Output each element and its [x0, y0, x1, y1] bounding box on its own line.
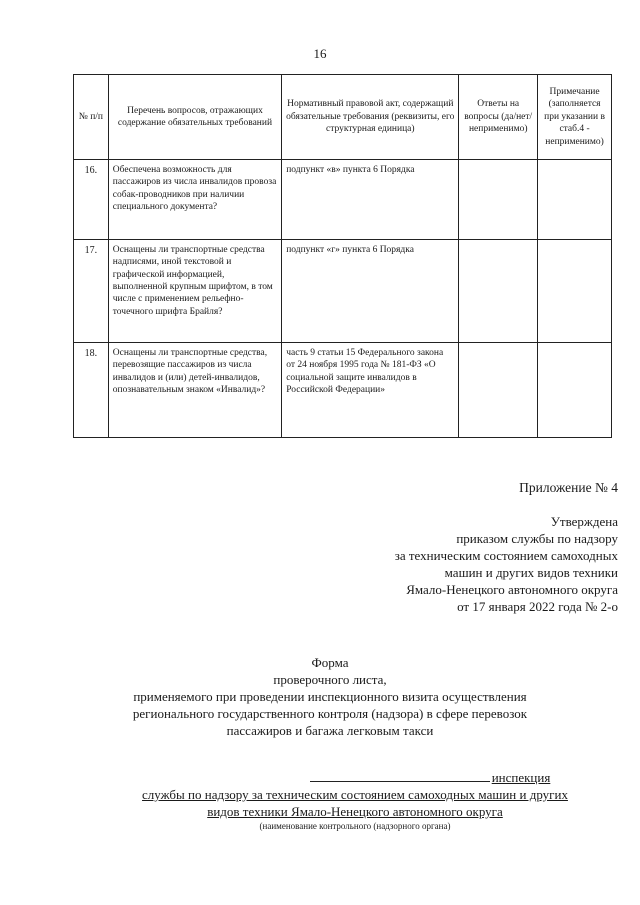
row-question: Оснащены ли транспортные средства, перевозящие пассажиров из числа инвалидов и (или) детей-инвалидов, опознавательным знаком «Инвалид»? — [108, 343, 281, 438]
organization-name-line: службы по надзору за техническим состоянием самоходных машин и других — [142, 787, 568, 802]
row-answer[interactable] — [459, 343, 538, 438]
row-number: 18. — [74, 343, 109, 438]
table-row — [74, 160, 612, 240]
row-number: 17. — [74, 240, 109, 343]
page-number: 16 — [313, 46, 327, 61]
approval-line: за техническим состоянием самоходных — [394, 548, 618, 563]
organization-inspection-word: инспекция — [491, 770, 551, 785]
header-answers: Ответы на вопросы (да/нет/ неприменимо) — [459, 75, 538, 160]
organization-caption: (наименование контрольного (надзорного органа) — [259, 821, 451, 831]
row-question: Обеспечена возможность для пассажиров из числа инвалидов провоза собак-проводников при наличии специального документа? — [108, 160, 281, 240]
approval-block — [395, 513, 618, 615]
header-number: № п/п — [74, 75, 109, 160]
row-answer[interactable] — [459, 160, 538, 240]
row-legal-act: часть 9 статьи 15 Федерального закона от 24 ноября 1995 года № 181-ФЗ «О социальной защите инвалидов в Российской Федерации» — [282, 343, 459, 438]
form-subtitle-line: регионального государственного контроля (надзора) в сфере перевозок — [132, 706, 528, 721]
approval-line: Утверждена — [550, 514, 618, 529]
checklist-table — [73, 74, 612, 438]
row-answer[interactable] — [459, 240, 538, 343]
organization-block — [0, 768, 640, 832]
organization-line — [0, 768, 640, 786]
form-subtitle-line: пассажиров и багажа легковым такси — [226, 723, 434, 738]
row-number: 16. — [74, 160, 109, 240]
form-subtitle-line: проверочного листа, — [273, 672, 387, 687]
header-questions: Перечень вопросов, отражающих содержание обязательных требований — [108, 75, 281, 160]
table-header-row — [74, 75, 612, 160]
table-row — [74, 240, 612, 343]
header-legal-act: Нормативный правовой акт, содержащий обязательные требования (реквизиты, его структурная единица) — [282, 75, 459, 160]
row-note[interactable] — [538, 160, 612, 240]
header-note: Примечание (заполняется при указании в стаб.4 - неприменимо) — [538, 75, 612, 160]
organization-name-line: видов техники Ямало-Ненецкого автономного округа — [207, 804, 503, 819]
row-legal-act: подпункт «в» пункта 6 Порядка — [282, 160, 459, 240]
form-title: Форма — [311, 655, 349, 670]
row-question: Оснащены ли транспортные средства надписями, иной текстовой и графической информацией, выполненной крупным шрифтом, в том числе с применением рельефно-точечного шрифта Брайля? — [108, 240, 281, 343]
row-note[interactable] — [538, 240, 612, 343]
row-note[interactable] — [538, 343, 612, 438]
form-title-block — [0, 654, 640, 739]
approval-line: от 17 января 2022 года № 2-о — [457, 599, 618, 614]
blank-underline[interactable] — [310, 768, 490, 782]
table-row — [74, 343, 612, 438]
approval-line: приказом службы по надзору — [456, 531, 618, 546]
approval-line: машин и других видов техники — [444, 565, 618, 580]
approval-line: Ямало-Ненецкого автономного округа — [406, 582, 618, 597]
form-subtitle-line: применяемого при проведении инспекционного визита осуществления — [133, 689, 527, 704]
appendix-title: Приложение № 4 — [519, 480, 618, 495]
row-legal-act: подпункт «г» пункта 6 Порядка — [282, 240, 459, 343]
